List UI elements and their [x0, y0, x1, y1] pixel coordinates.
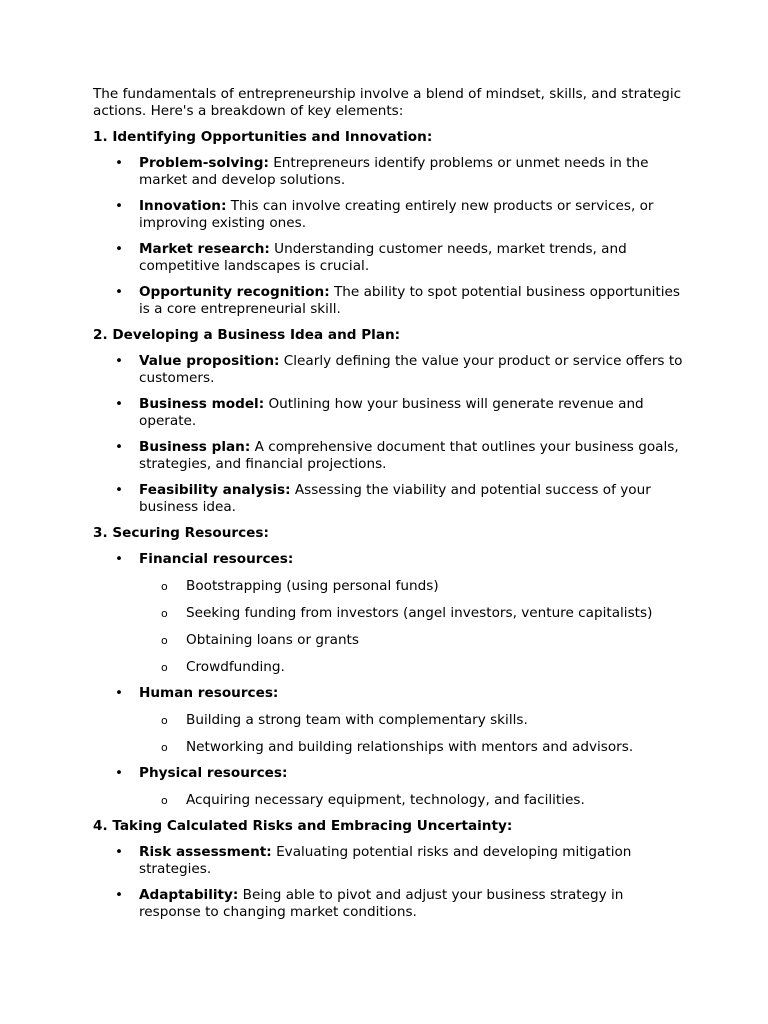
list-item-term: Problem-solving: — [139, 155, 269, 171]
list-item-description: Assessing the viability and potential success of your business idea. — [139, 482, 651, 515]
bullet-icon: • — [114, 155, 124, 171]
sub-list-item — [139, 711, 683, 729]
sub-list-item — [139, 577, 683, 595]
section-heading: 4. Taking Calculated Risks and Embracing Uncertainty: — [93, 818, 513, 834]
list-item — [93, 439, 683, 473]
section-heading: 3. Securing Resources: — [93, 525, 269, 541]
sub-list-item-text: Networking and building relationships with mentors and advisors. — [186, 739, 634, 755]
list-item-text — [139, 284, 683, 318]
list-item — [93, 551, 683, 676]
list-item-description: Understanding customer needs, market trends, and competitive landscapes is crucial. — [139, 241, 627, 274]
sub-bullet-list — [139, 791, 683, 809]
bullet-icon: • — [114, 551, 124, 567]
sub-list-item — [139, 738, 683, 756]
list-item — [93, 198, 683, 232]
circle-bullet-icon: o — [161, 634, 168, 647]
list-item-description: This can involve creating entirely new products or services, or improving existing ones. — [139, 198, 654, 231]
list-item-text — [139, 844, 683, 878]
circle-bullet-icon: o — [161, 580, 168, 593]
list-item-text — [139, 439, 683, 473]
list-item-term: Opportunity recognition: — [139, 284, 330, 300]
bullet-icon: • — [114, 284, 124, 300]
section-heading: 1. Identifying Opportunities and Innovation: — [93, 129, 433, 145]
list-item-text — [139, 551, 683, 568]
list-item — [93, 482, 683, 516]
list-item — [93, 685, 683, 756]
sub-bullet-list — [139, 577, 683, 676]
list-item-text — [139, 241, 683, 275]
bullet-icon: • — [114, 887, 124, 903]
list-item-term: Innovation: — [139, 198, 227, 214]
list-item-term: Market research: — [139, 241, 270, 257]
list-item-term: Risk assessment: — [139, 844, 272, 860]
list-item — [93, 887, 683, 921]
bullet-icon: • — [114, 396, 124, 412]
list-item-text — [139, 482, 683, 516]
list-item — [93, 765, 683, 809]
list-item — [93, 396, 683, 430]
circle-bullet-icon: o — [161, 794, 168, 807]
list-item — [93, 155, 683, 189]
sub-list-item-text: Crowdfunding. — [186, 659, 285, 675]
sub-list-item-text: Seeking funding from investors (angel investors, venture capitalists) — [186, 605, 653, 621]
list-item-text — [139, 765, 683, 782]
list-item-term: Feasibility analysis: — [139, 482, 291, 498]
bullet-icon: • — [114, 241, 124, 257]
section-heading: 2. Developing a Business Idea and Plan: — [93, 327, 401, 343]
list-item-text — [139, 396, 683, 430]
sections-container — [93, 129, 683, 921]
list-item-description: Clearly defining the value your product or service offers to customers. — [139, 353, 683, 386]
bullet-list — [93, 353, 683, 516]
bullet-icon: • — [114, 844, 124, 860]
sub-list-item-text: Obtaining loans or grants — [186, 632, 359, 648]
list-item-text — [139, 155, 683, 189]
list-item-description: Evaluating potential risks and developing mitigation strategies. — [139, 844, 632, 877]
document-page — [93, 86, 683, 930]
sub-list-item — [139, 631, 683, 649]
list-item-description: A comprehensive document that outlines your business goals, strategies, and financial projections. — [139, 439, 679, 472]
bullet-icon: • — [114, 685, 124, 701]
list-item-term: Human resources: — [139, 685, 279, 701]
bullet-icon: • — [114, 482, 124, 498]
list-item-description: Entrepreneurs identify problems or unmet needs in the market and develop solutions. — [139, 155, 649, 188]
sub-list-item — [139, 604, 683, 622]
sub-list-item-text: Acquiring necessary equipment, technology, and facilities. — [186, 792, 585, 808]
sub-list-item — [139, 658, 683, 676]
list-item-term: Financial resources: — [139, 551, 294, 567]
bullet-icon: • — [114, 765, 124, 781]
list-item-description: Being able to pivot and adjust your business strategy in response to changing market conditions. — [139, 887, 624, 920]
list-item-text — [139, 685, 683, 702]
bullet-list — [93, 844, 683, 921]
list-item-term: Physical resources: — [139, 765, 288, 781]
list-item — [93, 844, 683, 878]
bullet-icon: • — [114, 439, 124, 455]
list-item-term: Value proposition: — [139, 353, 280, 369]
list-item — [93, 284, 683, 318]
sub-list-item — [139, 791, 683, 809]
list-item — [93, 353, 683, 387]
bullet-icon: • — [114, 198, 124, 214]
circle-bullet-icon: o — [161, 607, 168, 620]
bullet-list — [93, 551, 683, 809]
list-item-text — [139, 887, 683, 921]
sub-list-item-text: Building a strong team with complementary skills. — [186, 712, 528, 728]
sub-bullet-list — [139, 711, 683, 756]
list-item-term: Business plan: — [139, 439, 251, 455]
bullet-icon: • — [114, 353, 124, 369]
circle-bullet-icon: o — [161, 661, 168, 674]
list-item-text — [139, 353, 683, 387]
intro-paragraph: The fundamentals of entrepreneurship involve a blend of mindset, skills, and strategic actions. Here's a breakdown of key elements: — [93, 86, 682, 119]
sub-list-item-text: Bootstrapping (using personal funds) — [186, 578, 439, 594]
list-item-description: The ability to spot potential business opportunities is a core entrepreneurial skill. — [139, 284, 680, 317]
list-item-term: Business model: — [139, 396, 265, 412]
list-item — [93, 241, 683, 275]
list-item-text — [139, 198, 683, 232]
list-item-description: Outlining how your business will generate revenue and operate. — [139, 396, 644, 429]
circle-bullet-icon: o — [161, 714, 168, 727]
bullet-list — [93, 155, 683, 318]
circle-bullet-icon: o — [161, 741, 168, 754]
list-item-term: Adaptability: — [139, 887, 239, 903]
